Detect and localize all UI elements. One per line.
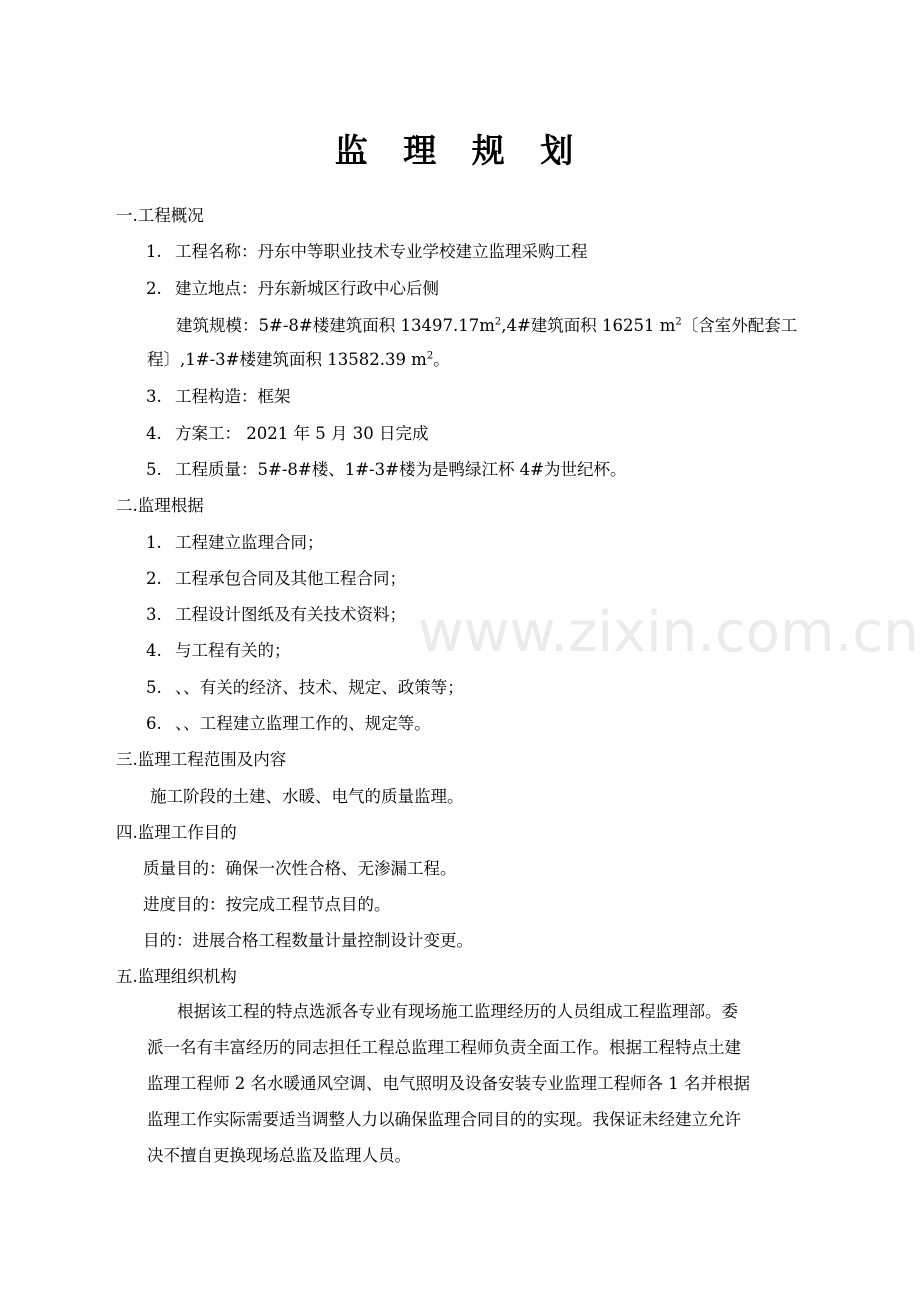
paragraph-line: 决不擅自更换现场总监及监理人员。 <box>147 1146 411 1165</box>
list-item-number: 1. <box>146 242 162 261</box>
objective-schedule: 进度目的：按完成工程节点目的。 <box>143 895 391 914</box>
list-item-number: 4. <box>146 424 162 443</box>
paragraph-line: 根据该工程的特点选派各专业有现场施工监理经历的人员组成工程监理部。委 <box>177 1002 738 1021</box>
list-item <box>146 532 324 554</box>
list-item-number: 1. <box>146 533 162 552</box>
list-item <box>146 423 428 445</box>
list-item <box>146 640 291 662</box>
list-item <box>146 604 406 626</box>
list-item-number: 6. <box>146 714 162 733</box>
scale-line-1 <box>176 315 797 337</box>
list-item-text: 工程名称：丹东中等职业技术专业学校建立监理采购工程 <box>175 242 588 261</box>
watermark: www.zixin.com.cn <box>418 600 919 665</box>
list-item <box>146 241 588 263</box>
list-item-text: 工程质量：5#-8#楼、1#-3#楼为是鸭绿江杯 4#为世纪杯。 <box>175 460 627 479</box>
scale-text-c: 〔含室外配套工 <box>681 316 798 335</box>
list-item <box>146 278 439 300</box>
list-item-number: 3. <box>146 387 162 406</box>
scale-text-a: 建筑规模：5#-8#楼建筑面积 13497.17m <box>176 316 495 335</box>
paragraph-line: 监理工作实际需要适当调整人力以确保监理合同目的的实现。我保证未经建立允许 <box>147 1110 741 1129</box>
list-item-text: 工程建立监理合同； <box>175 533 324 552</box>
list-item-text: 工程承包合同及其他工程合同； <box>175 569 406 588</box>
list-item-number: 5. <box>146 460 162 479</box>
list-item-text: 工程设计图纸及有关技术资料； <box>175 605 406 624</box>
superscript: 2 <box>426 350 434 362</box>
list-item-text: 工程构造：框架 <box>175 387 291 406</box>
list-item-number: 3. <box>146 605 162 624</box>
list-item <box>146 459 627 481</box>
scale-line-2 <box>147 349 450 371</box>
scale-text-d: 程〕,1#-3#楼建筑面积 13582.39 m <box>147 350 427 369</box>
objective-cost: 目的：进展合格工程数量计量控制设计变更。 <box>143 931 473 950</box>
section-heading-basis: 二.监理根据 <box>116 496 204 515</box>
list-item-number: 2. <box>146 569 162 588</box>
page-title: 监 理 规 划 <box>334 131 586 170</box>
section-heading-objectives: 四.监理工作目的 <box>116 823 237 842</box>
superscript: 2 <box>675 316 682 328</box>
section-heading-scope: 三.监理工程范围及内容 <box>116 750 287 769</box>
scale-text-b: ,4#建筑面积 16251 m <box>501 316 676 335</box>
objective-quality: 质量目的：确保一次性合格、无渗漏工程。 <box>143 859 457 878</box>
list-item-number: 4. <box>146 641 162 660</box>
section-heading-organization: 五.监理组织机构 <box>116 967 237 986</box>
scale-text-e: 。 <box>433 350 450 369</box>
list-item-number: 2. <box>146 279 162 298</box>
paragraph-line: 派一名有丰富经历的同志担任工程总监理工程师负责全面工作。根据工程特点土建 <box>147 1038 741 1057</box>
superscript: 2 <box>494 316 502 328</box>
list-item-text: 、、工程建立监理工作的、规定等。 <box>175 714 431 733</box>
list-item <box>146 568 406 590</box>
list-item-text: 方案工： 2021 年 5 月 30 日完成 <box>175 424 429 443</box>
list-item <box>146 386 291 408</box>
list-item <box>146 713 431 735</box>
section-heading-overview: 一.工程概况 <box>116 206 204 225</box>
list-item-text: 建立地点：丹东新城区行政中心后侧 <box>175 279 439 298</box>
list-item-number: 5. <box>146 678 162 697</box>
scope-text: 施工阶段的土建、水暖、电气的质量监理。 <box>150 787 464 806</box>
list-item <box>146 677 464 699</box>
paragraph-line: 监理工程师 2 名水暖通风空调、电气照明及设备安装专业监理工程师各 1 名并根据 <box>147 1074 750 1093</box>
list-item-text: 与工程有关的； <box>175 641 291 660</box>
list-item-text: 、、有关的经济、技术、规定、政策等； <box>175 678 464 697</box>
